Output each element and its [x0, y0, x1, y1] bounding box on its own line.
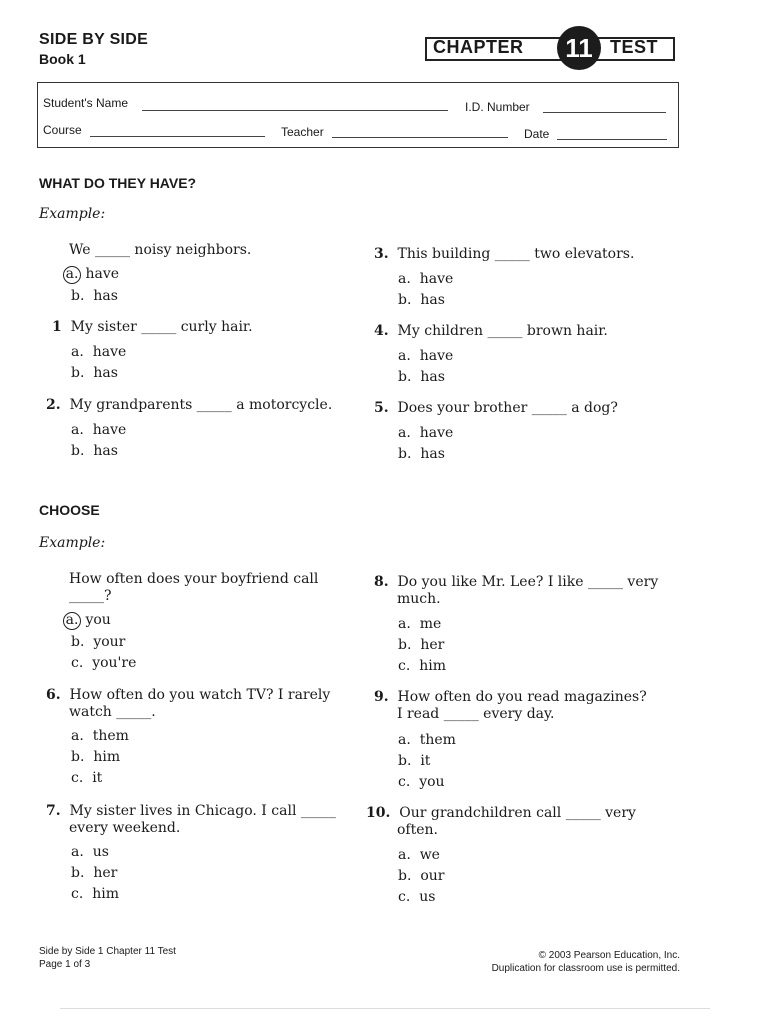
footer-test-title: Side by Side 1 Chapter 11 Test — [39, 946, 176, 957]
q7-option-b[interactable]: b. her — [71, 865, 118, 881]
q3-option-b[interactable]: b. has — [398, 292, 445, 308]
chapter-number: 11 — [557, 26, 601, 70]
question-6: 6. How often do you watch TV? I rarely watch _____. — [46, 687, 331, 720]
q2-option-a[interactable]: a. have — [71, 422, 127, 438]
q5-option-b[interactable]: b. has — [398, 446, 445, 462]
q1-option-a[interactable]: a. have — [71, 344, 127, 360]
example2-option-b: b. your — [71, 634, 126, 650]
question-2: 2. My grandparents _____ a motorcycle. — [46, 397, 333, 413]
example-label: Example: — [39, 206, 106, 222]
student-name-field[interactable] — [142, 110, 448, 111]
q2-option-b[interactable]: b. has — [71, 443, 118, 459]
section-title-choose: CHOOSE — [39, 502, 100, 518]
q9-option-c[interactable]: c. you — [398, 774, 445, 790]
q9-option-a[interactable]: a. them — [398, 732, 456, 748]
q8-option-b[interactable]: b. her — [398, 637, 445, 653]
q1-option-b[interactable]: b. has — [71, 365, 118, 381]
question-4: 4. My children _____ brown hair. — [374, 323, 608, 339]
test-label: TEST — [610, 37, 659, 57]
teacher-label: Teacher — [281, 125, 324, 139]
q6-option-c[interactable]: c. it — [71, 770, 103, 786]
q5-option-a[interactable]: a. have — [398, 425, 454, 441]
q8-option-c[interactable]: c. him — [398, 658, 446, 674]
q10-option-b[interactable]: b. our — [398, 868, 445, 884]
q7-option-a[interactable]: a. us — [71, 844, 109, 860]
circled-answer: a. — [63, 266, 81, 284]
question-1: 1 My sister _____ curly hair. — [52, 319, 253, 335]
example-question-2: How often does your boyfriend call _____? — [69, 571, 319, 604]
question-7: 7. My sister lives in Chicago. I call _____ every weekend. — [46, 803, 336, 836]
id-number-label: I.D. Number — [465, 100, 530, 114]
footer-right — [492, 949, 680, 975]
footer-left — [39, 945, 176, 971]
circled-answer: a. — [63, 612, 81, 630]
q7-option-c[interactable]: c. him — [71, 886, 119, 902]
book-title: SIDE BY SIDE — [39, 31, 149, 48]
question-9: 9. How often do you read magazines? I read _____ every day. — [374, 689, 647, 722]
example-question: We _____ noisy neighbors. — [69, 242, 252, 258]
course-label: Course — [43, 123, 82, 137]
q4-option-a[interactable]: a. have — [398, 348, 454, 364]
example-option-a: a. have — [63, 266, 119, 284]
q3-option-a[interactable]: a. have — [398, 271, 454, 287]
course-field[interactable] — [90, 136, 265, 137]
teacher-field[interactable] — [332, 137, 508, 138]
question-3: 3. This building _____ two elevators. — [374, 246, 635, 262]
q8-option-a[interactable]: a. me — [398, 616, 442, 632]
example-option-b: b. has — [71, 288, 118, 304]
footer-copyright: © 2003 Pearson Education, Inc. — [538, 950, 680, 961]
footer-duplication-notice: Duplication for classroom use is permitted. — [491, 963, 680, 974]
question-8: 8. Do you like Mr. Lee? I like _____ very much. — [374, 574, 659, 607]
bottom-divider — [60, 1008, 710, 1009]
date-field[interactable] — [557, 139, 667, 140]
book-subtitle: Book 1 — [39, 51, 86, 67]
q10-option-c[interactable]: c. us — [398, 889, 436, 905]
q9-option-b[interactable]: b. it — [398, 753, 431, 769]
student-name-label: Student's Name — [43, 96, 129, 110]
question-5: 5. Does your brother _____ a dog? — [374, 400, 618, 416]
q6-option-a[interactable]: a. them — [71, 728, 129, 744]
question-10: 10. Our grandchildren call _____ very often. — [366, 805, 636, 838]
chapter-label: CHAPTER — [433, 37, 524, 57]
section-title-what-do-they-have: WHAT DO THEY HAVE? — [39, 175, 197, 191]
date-label: Date — [524, 127, 550, 141]
q4-option-b[interactable]: b. has — [398, 369, 445, 385]
id-number-field[interactable] — [543, 112, 666, 113]
q10-option-a[interactable]: a. we — [398, 847, 440, 863]
example2-option-c: c. you're — [71, 655, 137, 671]
example2-option-a: a. you — [63, 612, 111, 630]
q6-option-b[interactable]: b. him — [71, 749, 121, 765]
example-label-2: Example: — [39, 535, 106, 551]
footer-page-number: Page 1 of 3 — [39, 959, 91, 970]
